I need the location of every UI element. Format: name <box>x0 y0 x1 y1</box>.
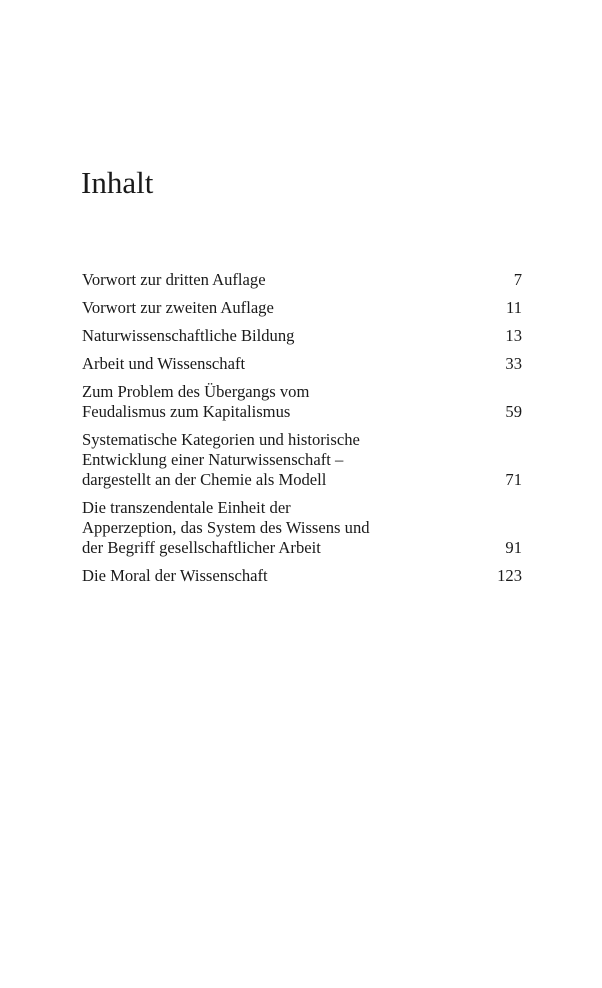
toc-entry-page: 7 <box>513 270 522 289</box>
toc-entry-page: 91 <box>505 538 522 557</box>
toc-entry-title: Vorwort zur zweiten Auflage <box>82 298 274 317</box>
toc-entry-page: 123 <box>497 566 522 585</box>
toc-entry <box>82 430 522 490</box>
toc-entry-title: Naturwissenschaftliche Bildung <box>82 326 295 345</box>
toc-entry <box>82 354 522 374</box>
toc-entry <box>82 498 522 558</box>
toc-entry-page: 59 <box>505 402 522 421</box>
toc-entry-title: Die transzendentale Einheit der Apperzeption, das System des Wissens und der Begriff gesellschaftlicher Arbeit <box>82 498 370 557</box>
toc-entry-page: 13 <box>505 326 522 345</box>
page-title: Inhalt <box>81 165 154 200</box>
toc-entry <box>82 382 522 422</box>
toc-entry-title: Die Moral der Wissenschaft <box>82 566 268 585</box>
toc-entry-title: Zum Problem des Übergangs vom Feudalismus zum Kapitalismus <box>82 382 310 421</box>
toc-entry-title: Vorwort zur dritten Auflage <box>82 270 266 289</box>
toc-entry <box>82 326 522 346</box>
toc-entry <box>82 566 522 586</box>
toc-entry-page: 11 <box>506 298 522 317</box>
toc-entry-title: Systematische Kategorien und historische Entwicklung einer Naturwissenschaft – dargestellt an der Chemie als Modell <box>82 430 360 489</box>
toc-entry <box>82 298 522 318</box>
toc-entry <box>82 270 522 290</box>
toc-entry-page: 71 <box>505 470 522 489</box>
toc-entry-title: Arbeit und Wissenschaft <box>82 354 246 373</box>
toc-entry-page: 33 <box>505 354 522 373</box>
table-of-contents <box>82 270 522 594</box>
